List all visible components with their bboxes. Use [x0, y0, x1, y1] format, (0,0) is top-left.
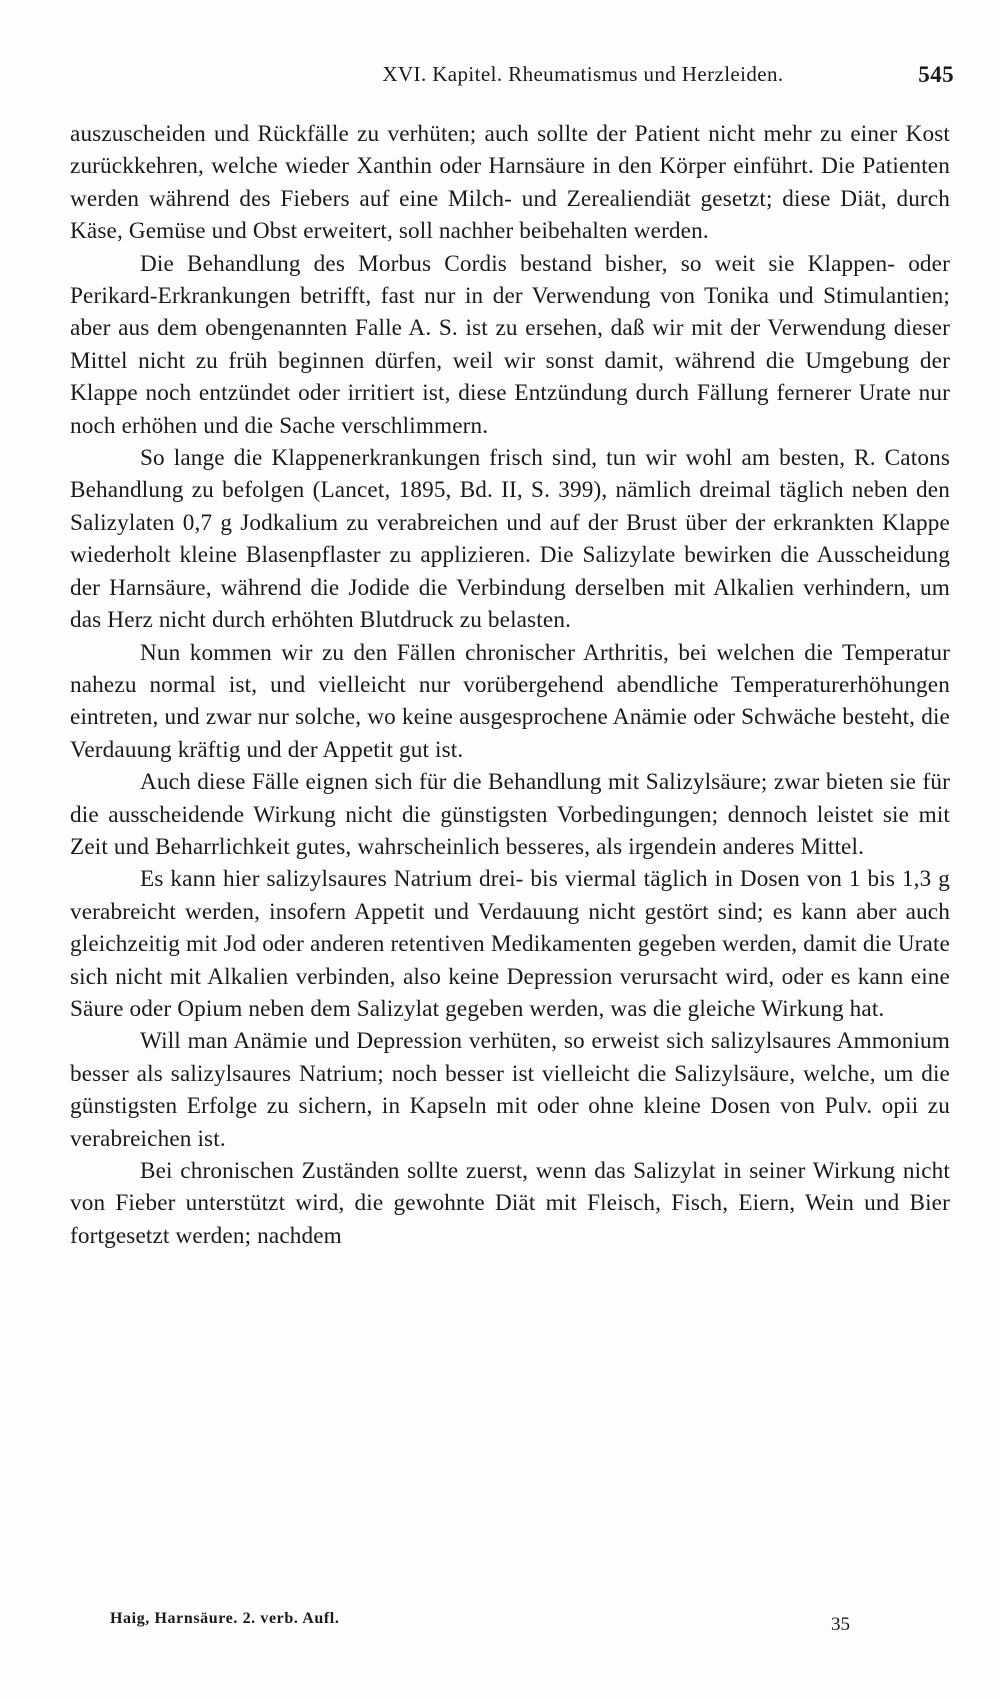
- paragraph-1: auszuscheiden und Rückfälle zu verhüten; auch sollte der Patient nicht mehr zu einer Kost zurückkehren, welche wieder Xanthin oder Harnsäure in den Körper einführt. Die Patienten werden während des Fiebers auf eine Milch- und Zerealiendiät gesetzt; diese Diät, durch Käse, Gemüse und Obst erweitert, soll nachher beibehalten werden.: [70, 121, 950, 245]
- page-number: 545: [918, 62, 954, 87]
- body-text: [70, 118, 950, 1252]
- paragraph-3: So lange die Klappenerkrankungen frisch sind, tun wir wohl am besten, R. Catons Behandlung zu befolgen (Lancet, 1895, Bd. II, S. 399), nämlich dreimal täglich neben den Salizylaten 0,7 g Jodkalium zu verabreichen und auf der Brust über der erkrankten Klappe wiederholt kleine Blasenpflaster zu applizieren. Die Salizylate bewirken die Ausscheidung der Harnsäure, während die Jodide die Verbindung derselben mit Alkalien verhindern, um das Herz nicht durch erhöhten Blutdruck zu belasten.: [70, 445, 950, 634]
- chapter-title: XVI. Kapitel. Rheumatismus und Herzleiden.: [382, 62, 784, 86]
- paragraph-2: Die Behandlung des Morbus Cordis bestand bisher, so weit sie Klappen- oder Perikard-Erkrankungen betrifft, fast nur in der Verwendung von Tonika und Stimulantien; aber aus dem obengenannten Falle A. S. ist zu ersehen, daß wir mit der Verwendung dieser Mittel nicht zu früh beginnen dürfen, weil wir sonst damit, während die Umgebung der Klappe noch entzündet oder irritiert ist, diese Entzündung durch Fällung fernerer Urate nur noch erhöhen und die Sache verschlimmern.: [70, 250, 950, 439]
- paragraph-8: Bei chronischen Zuständen sollte zuerst, wenn das Salizylat in seiner Wirkung nicht von Fieber unterstützt wird, die gewohnte Diät mit Fleisch, Fisch, Eiern, Wein und Bier fortgesetzt werden; nachdem: [70, 1158, 950, 1249]
- paragraph-7: Will man Anämie und Depression verhüten, so erweist sich salizylsaures Ammonium besser als salizylsaures Natrium; noch besser ist vielleicht die Salizylsäure, welche, um die günstigsten Erfolge zu sichern, in Kapseln mit oder ohne kleine Dosen von Pulv. opii zu verabreichen ist.: [70, 1028, 950, 1152]
- running-head: [72, 62, 954, 90]
- paragraph-4: Nun kommen wir zu den Fällen chronischer Arthritis, bei welchen die Temperatur nahezu normal ist, und vielleicht nur vorübergehend abendliche Temperaturerhöhungen eintreten, und zwar nur solche, wo keine ausgesprochene Anämie oder Schwäche besteht, die Verdauung kräftig und der Appetit gut ist.: [70, 639, 950, 763]
- page-footer: [110, 1610, 850, 1650]
- signature-line: Haig, Harnsäure. 2. verb. Aufl.: [110, 1610, 340, 1627]
- paragraph-5: Auch diese Fälle eignen sich für die Behandlung mit Salizylsäure; zwar bieten sie für die ausscheidende Wirkung nicht die günstigsten Vorbedingungen; dennoch leistet sie mit Zeit und Beharrlichkeit gutes, wahrscheinlich besseres, als irgendein anderes Mittel.: [70, 769, 950, 860]
- sheet-number: 35: [831, 1614, 850, 1635]
- paragraph-6: Es kann hier salizylsaures Natrium drei- bis viermal täglich in Dosen von 1 bis 1,3 g verabreicht werden, insofern Appetit und Verdauung nicht gestört sind; es kann aber auch gleichzeitig mit Jod oder anderen retentiven Medikamenten gegeben werden, damit die Urate sich nicht mit Alkalien verbinden, also keine Depression verursacht wird, oder es kann eine Säure oder Opium neben dem Salizylat gegeben werden, was die gleiche Wirkung hat.: [70, 866, 950, 1022]
